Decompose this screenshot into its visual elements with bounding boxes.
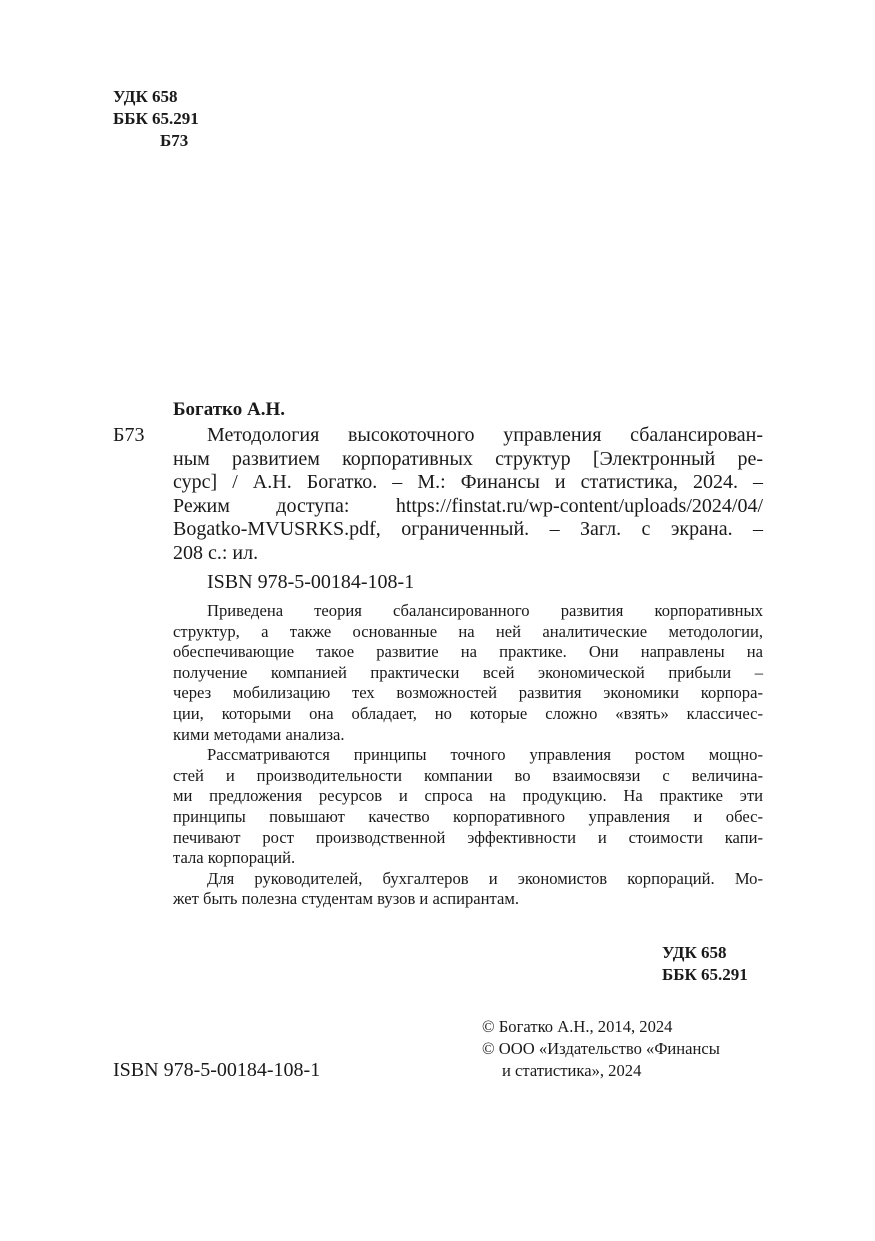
abstract-line: тала корпораций.	[173, 848, 296, 868]
abstract-line: Рассматриваются принципы точного управления ростом мощно-	[207, 745, 763, 765]
abstract-line: стей и производительности компании во взаимосвязи с величина-	[173, 765, 763, 785]
record-isbn: ISBN 978-5-00184-108-1	[207, 571, 415, 593]
abstract-line: печивают рост производственной эффективности и стоимости капи-	[173, 827, 763, 847]
record-description-line: Методология высокоточного управления сбалансирован-	[207, 424, 763, 446]
abstract-line: принципы повышают качество корпоративного управления и обес-	[173, 807, 763, 826]
abstract-line: обеспечивающие такое развитие на практике. Они направлены на	[173, 642, 763, 662]
isbn-bottom: ISBN 978-5-00184-108-1	[113, 1059, 321, 1081]
abstract-line: Для руководителей, бухгалтеров и экономистов корпораций. Мо-	[207, 868, 763, 888]
record-description-line: сурс] / А.Н. Богатко. – М.: Финансы и статистика, 2024. –	[173, 471, 763, 493]
abstract-line: ции, которыми она обладает, но которые сложно «взять» классичес-	[173, 704, 763, 723]
abstract-line: получение компанией практически всей экономической прибыли –	[173, 662, 763, 682]
udk-bottom: УДК 658	[662, 943, 727, 962]
record-description-line: Режим доступа: https://finstat.ru/wp-content/uploads/2024/04/	[173, 494, 763, 517]
abstract-line: жет быть полезна студентам вузов и аспирантам.	[173, 889, 519, 909]
abstract-line: кими методами анализа.	[173, 724, 345, 744]
abstract-line: Приведена теория сбалансированного развития корпоративных	[207, 601, 763, 620]
record-author-mark: Б73	[113, 424, 145, 446]
bbk-top: ББК 65.291	[113, 109, 199, 128]
abstract-line: структур, а также основанные на ней аналитические методологии,	[173, 621, 763, 641]
copyright-publisher-cont: и статистика», 2024	[502, 1061, 642, 1080]
copyright-author: © Богатко А.Н., 2014, 2024	[482, 1017, 673, 1036]
record-author: Богатко А.Н.	[173, 399, 285, 420]
udk-top: УДК 658	[113, 87, 178, 106]
record-description-line: Bogatko-MVUSRKS.pdf, ограниченный. – Загл. с экрана. –	[173, 518, 763, 540]
copyright-publisher: © ООО «Издательство «Финансы	[482, 1039, 720, 1058]
bbk-bottom: ББК 65.291	[662, 965, 748, 984]
abstract-line: ми предложения ресурсов и спроса на продукцию. На практике эти	[173, 786, 763, 806]
abstract-line: через мобилизацию тех возможностей развития экономики корпора-	[173, 683, 763, 703]
record-description-line: ным развитием корпоративных структур [Электронный ре-	[173, 447, 763, 470]
author-mark-top: Б73	[160, 131, 189, 150]
record-description-line: 208 с.: ил.	[173, 541, 259, 564]
